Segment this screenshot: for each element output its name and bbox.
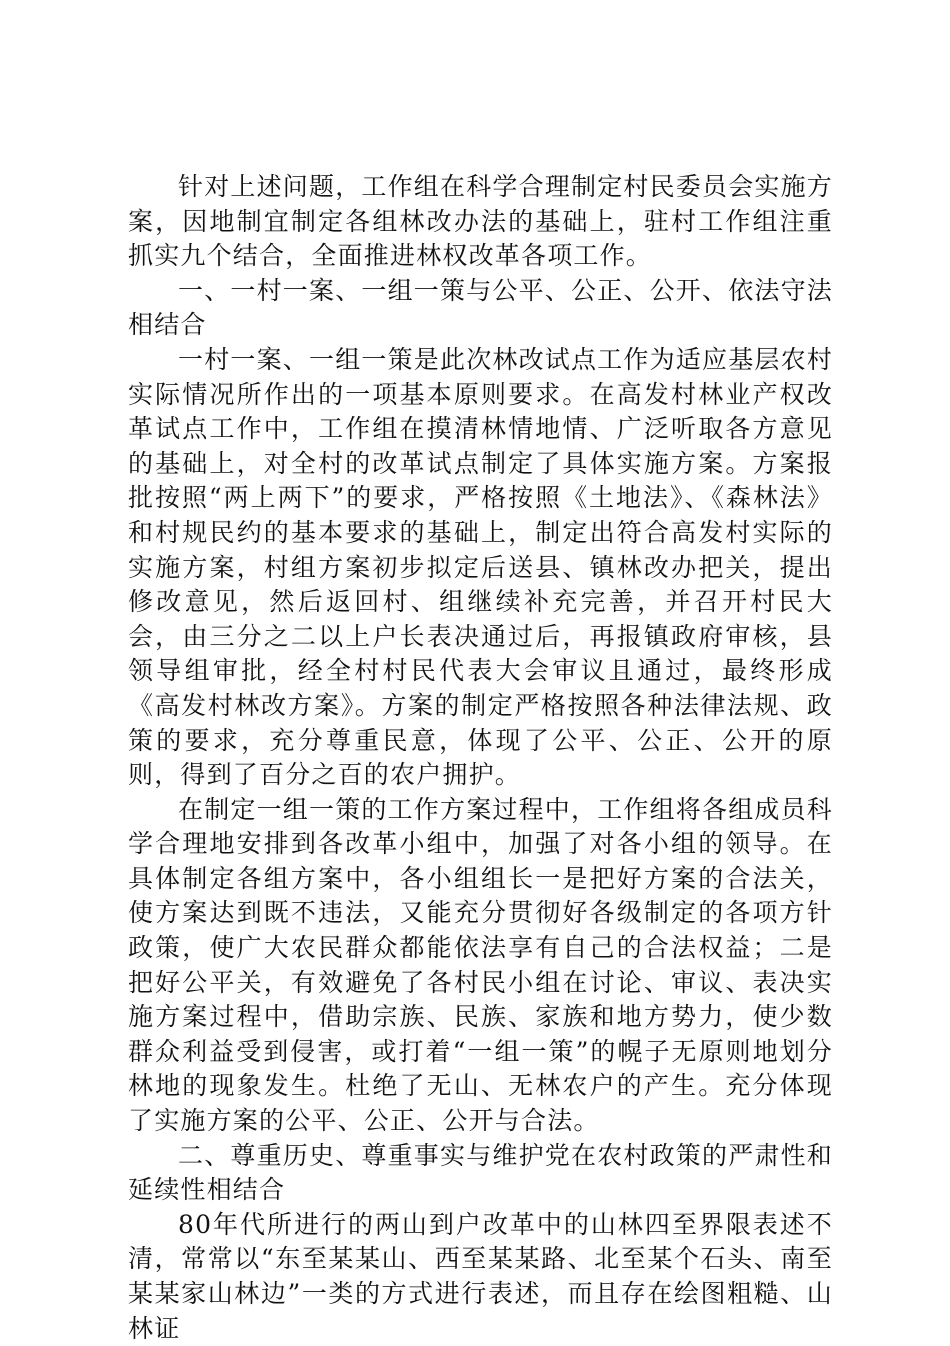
- document-page: [128, 170, 833, 1346]
- section-heading-1: 一、一村一案、一组一策与公平、公正、公开、依法守法相结合: [128, 275, 834, 340]
- paragraph-section-1-a: 一村一案、一组一策是此次林改试点工作为适应基层农村实际情况所作出的一项基本原则要求。在高发村林业产权改革试点工作中，工作组在摸清林情地情、广泛听取各方意见的基础上，对全村的改革试点制定了具体实施方案。方案报批按照“两上两下”的要求，严格按照《土地法》、《森林法》和村规民约的基本要求的基础上，制定出符合高发村实际的实施方案，村组方案初步拟定后送县、镇林改办把关，提出修改意见，然后返回村、组继续补充完善，并召开村民大会，由三分之二以上户长表决通过后，再报镇政府审核，县领导组审批，经全村村民代表大会审议且通过，最终形成《高发村林改方案》。方案的制定严格按照各种法律法规、政策的要求，充分尊重民意，体现了公平、公正、公开的原则，得到了百分之百的农户拥护。: [128, 344, 834, 790]
- paragraph-section-2-a: 80年代所进行的两山到户改革中的山林四至界限表述不清，常常以“东至某某山、西至某某路、北至某个石头、南至某某家山林边”一类的方式进行表述，而且存在绘图粗糙、山林证: [128, 1209, 833, 1343]
- paragraph-intro: 针对上述问题，工作组在科学合理制定村民委员会实施方案，因地制宜制定各组林改办法的基础上，驻村工作组注重抓实九个结合，全面推进林权改革各项工作。: [128, 172, 834, 271]
- paragraph-section-1-b: 在制定一组一策的工作方案过程中，工作组将各组成员科学合理地安排到各改革小组中，加强了对各小组的领导。在具体制定各组方案中，各小组组长一是把好方案的合法关，使方案达到既不违法，又能充分贯彻好各级制定的各项方针政策，使广大农民群众都能依法享有自己的合法权益；二是把好公平关，有效避免了各村民小组在讨论、审议、表决实施方案过程中，借助宗族、民族、家族和地方势力，使少数群众利益受到侵害，或打着“一组一策”的幌子无原则地划分林地的现象发生。杜绝了无山、无林农户的产生。充分体现了实施方案的公平、公正、公开与合法。: [128, 794, 834, 1136]
- section-heading-2: 二、尊重历史、尊重事实与维护党在农村政策的严肃性和延续性相结合: [128, 1140, 834, 1205]
